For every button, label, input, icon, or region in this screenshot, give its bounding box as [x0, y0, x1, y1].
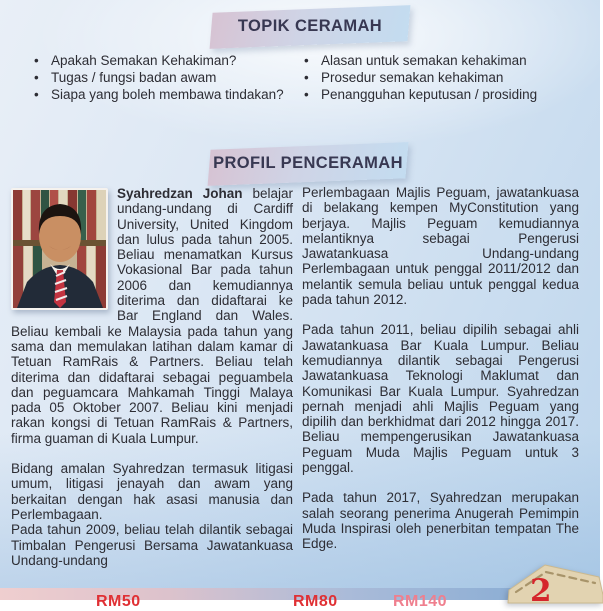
price-label: RM80: [293, 593, 338, 610]
speaker-photo: [11, 188, 108, 310]
price-label: RM50: [96, 593, 141, 610]
price-label: RM140: [393, 593, 448, 610]
topik-item: • Siapa yang boleh membawa tindakan?: [32, 86, 300, 103]
topik-item: • Alasan untuk semakan kehakiman: [302, 52, 572, 69]
topik-title: TOPIK CERAMAH: [237, 17, 383, 35]
profil-left-para1-text: belajar undang-undang di Cardiff University, United Kingdom dan lulus pada tahun 2005. Beliau menamatkan Kursus Vokasional Bar pada tahun 2006 dan kemudiannya diterima dan didaftarai ke Bar England dan Wales. Beliau kembali ke Malaysia pada tahun yang sama dan memulakan latihan dalam kamar di Tetuan RamRais & Partners. Beliau telah diterima dan didaftarai sebagai peguambela dan peguamcara Mahkamah Tinggi Malaya pada 05 Oktober 2007. Beliau kini menjadi rakan kongsi di Tetuan RamRais & Partners, firma guaman di Kuala Lumpur.: [11, 186, 293, 446]
profil-title: PROFIL PENCERAMAH: [213, 154, 403, 172]
profil-column-right: [302, 185, 579, 552]
speaker-photo-illustration: [13, 190, 106, 308]
profil-left-para3: Pada tahun 2009, beliau telah dilantik sebagai Timbalan Pengerusi Bersama Jawatankuasa Undang-undang: [11, 522, 293, 568]
profil-right-para1: Perlembagaan Majlis Peguam, jawatankuasa di belakang kempen MyConstitution yang berjaya. Majlis Peguam kemudiannya melantiknya sebagai Pengerusi Jawatankuasa Undang-undang Perlembagaan untuk penggal 2011/2012 dan melantik semula beliau untuk penggal kedua pada tahun 2012.: [302, 185, 579, 308]
topik-item: • Prosedur semakan kehakiman: [302, 69, 572, 86]
profil-column-left: [11, 186, 293, 568]
page-number: 2: [530, 573, 552, 609]
speaker-name: Syahredzan Johan: [117, 186, 243, 201]
topik-list-left: [32, 52, 300, 103]
topik-bullet-lists: [0, 52, 600, 103]
profil-left-para2: Bidang amalan Syahredzan termasuk litigasi umum, litigasi jenayah dan awam yang berkaitan dengan hak asasi manusia dan Perlembagaan.: [11, 461, 293, 522]
topik-item: • Penangguhan keputusan / prosiding: [302, 86, 572, 103]
page-number-badge: [508, 561, 603, 609]
topik-item: • Apakah Semakan Kehakiman?: [32, 52, 300, 69]
profil-right-para3: Pada tahun 2017, Syahredzan merupakan salah seorang penerima Anugerah Pemimpin Muda Inspirasi oleh penerbitan tempatan The Edge.: [302, 490, 579, 552]
profil-right-para2: Pada tahun 2011, beliau dipilih sebagai ahli Jawatankuasa Bar Kuala Lumpur. Beliau kemudiannya dilantik sebagai Pengerusi Jawatankuasa Teknologi Maklumat dan Komunikasi Bar Kuala Lumpur. Syahredzan pernah menjadi ahli Majlis Peguam yang dipilih dan berkhidmat dari 2012 hingga 2017. Beliau mempengerusikan Jawatankuasa Peguam Muda Majlis Peguam untuk 3 penggal.: [302, 322, 579, 476]
topik-list-right: [302, 52, 572, 103]
topik-item: • Tugas / fungsi badan awam: [32, 69, 300, 86]
